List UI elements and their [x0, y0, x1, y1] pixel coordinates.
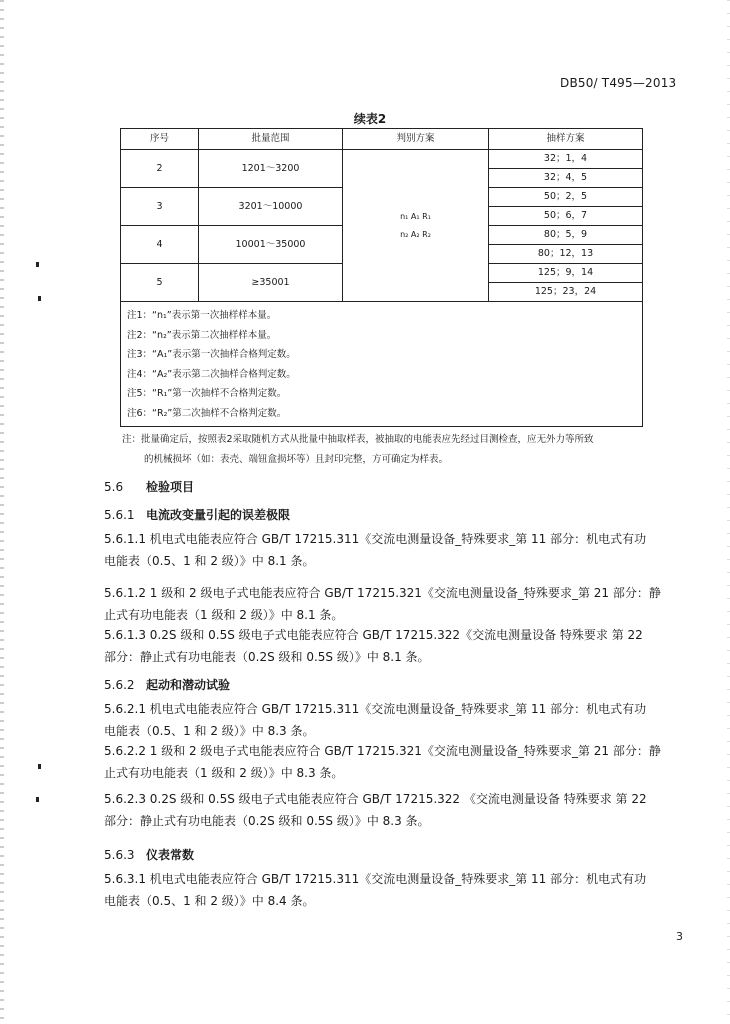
table-note: 注6：“R₂”第二次抽样不合格判定数。: [127, 407, 287, 419]
scheme-line: n₂ A₂ R₂: [400, 229, 431, 239]
lot-range: ≥35001: [199, 264, 343, 302]
clause-line: 5.6.1.1 机电式电能表应符合 GB/T 17215.311《交流电测量设备_特殊要求_第 11 部分：机电式有功: [104, 532, 647, 546]
clause: [104, 868, 694, 912]
scan-speck: [38, 764, 41, 769]
subsection-heading: [104, 676, 230, 693]
footnote-line: 注：批量确定后，按照表2采取随机方式从批量中抽取样表，被抽取的电能表应先经过目测检查，应无外力等所致: [122, 434, 594, 445]
lot-range: 3201～10000: [199, 188, 343, 226]
column-header: 序号: [121, 129, 199, 150]
section-number: 5.6.3: [104, 848, 135, 862]
lot-range: 1201～3200: [199, 150, 343, 188]
sampling-plan: 125；9，14: [489, 264, 643, 283]
section-heading: [104, 478, 194, 495]
sampling-plan: 125；23，24: [489, 283, 643, 302]
sampling-plan: 32；4，5: [489, 169, 643, 188]
section-number: 5.6.1: [104, 508, 135, 522]
column-header: 抽样方案: [489, 129, 643, 150]
table-note: 注2：“n₂”表示第二次抽样样本量。: [127, 329, 277, 341]
section-title: 仪表常数: [146, 848, 195, 862]
section-title: 检验项目: [146, 480, 195, 494]
clause-line: 5.6.2.3 0.2S 级和 0.5S 级电子式电能表应符合 GB/T 17215.322 《交流电测量设备 特殊要求 第 22: [104, 792, 647, 806]
clause-line: 5.6.3.1 机电式电能表应符合 GB/T 17215.311《交流电测量设备_特殊要求_第 11 部分：机电式有功: [104, 872, 647, 886]
clause-line: 止式有功电能表（1 级和 2 级）》中 8.1 条。: [104, 608, 344, 622]
clause: [104, 788, 694, 832]
scan-speck: [38, 296, 41, 301]
sampling-plan: 32；1，4: [489, 150, 643, 169]
subsection-heading: [104, 506, 290, 523]
scheme-line: n₁ A₁ R₁: [400, 211, 431, 221]
clause-line: 电能表（0.5、1 和 2 级）》中 8.1 条。: [104, 554, 315, 568]
sampling-plan: 50；6，7: [489, 207, 643, 226]
lot-range: 10001～35000: [199, 226, 343, 264]
scan-speck: [36, 797, 39, 802]
table-notes-row: [121, 302, 643, 427]
table-note: 注4：“A₂”表示第二次抽样合格判定数。: [127, 368, 296, 380]
row-number: 3: [121, 188, 199, 226]
clause: [104, 582, 694, 626]
section-number: 5.6.2: [104, 678, 135, 692]
table-title: 续表2: [353, 112, 387, 126]
page-number: 3: [676, 930, 683, 943]
row-number: 2: [121, 150, 199, 188]
footnote-line: 的机械损坏（如：表壳、端钮盒损坏等）且封印完整，方可确定为样表。: [144, 454, 449, 465]
judgement-scheme: [343, 150, 489, 302]
scan-edge-left: [0, 0, 4, 1024]
scan-speck: [36, 262, 39, 267]
clause: [104, 698, 694, 742]
column-header: 判别方案: [343, 129, 489, 150]
sampling-plan: 80；5，9: [489, 226, 643, 245]
clause-line: 部分：静止式有功电能表（0.2S 级和 0.5S 级）》中 8.3 条。: [104, 814, 430, 828]
table-row: [121, 150, 643, 169]
clause-line: 部分：静止式有功电能表（0.2S 级和 0.5S 级）》中 8.1 条。: [104, 650, 430, 664]
document-code: DB50/ T495—2013: [560, 76, 677, 90]
subsection-heading: [104, 846, 194, 863]
table-note: 注3：“A₁”表示第一次抽样合格判定数。: [127, 349, 296, 360]
table-note: 注5：“R₁”第一次抽样不合格判定数。: [127, 388, 287, 399]
section-number: 5.6: [104, 480, 124, 494]
clause: [104, 624, 694, 668]
sampling-table: [120, 128, 643, 427]
clause-line: 5.6.1.2 1 级和 2 级电子式电能表应符合 GB/T 17215.321《交流电测量设备_特殊要求_第 21 部分：静: [104, 586, 661, 600]
table-note: 注1：“n₁”表示第一次抽样样本量。: [127, 310, 277, 321]
table-footnote: [122, 430, 642, 470]
clause-line: 5.6.2.2 1 级和 2 级电子式电能表应符合 GB/T 17215.321《交流电测量设备_特殊要求_第 21 部分：静: [104, 744, 661, 758]
sampling-plan: 80；12，13: [489, 245, 643, 264]
table-notes: [121, 302, 643, 427]
clause-line: 5.6.1.3 0.2S 级和 0.5S 级电子式电能表应符合 GB/T 17215.322《交流电测量设备 特殊要求 第 22: [104, 628, 643, 642]
clause: [104, 528, 694, 572]
sampling-plan: 50；2，5: [489, 188, 643, 207]
clause-line: 电能表（0.5、1 和 2 级）》中 8.3 条。: [104, 724, 315, 738]
column-header: 批量范围: [199, 129, 343, 150]
section-title: 电流改变量引起的误差极限: [146, 508, 291, 522]
section-title: 起动和潜动试验: [146, 678, 231, 692]
clause-line: 5.6.2.1 机电式电能表应符合 GB/T 17215.311《交流电测量设备_特殊要求_第 11 部分：机电式有功: [104, 702, 647, 716]
table-header-row: [121, 129, 643, 150]
clause-line: 电能表（0.5、1 和 2 级）》中 8.4 条。: [104, 894, 315, 908]
clause-line: 止式有功电能表（1 级和 2 级）》中 8.3 条。: [104, 766, 344, 780]
row-number: 5: [121, 264, 199, 302]
clause: [104, 740, 694, 784]
row-number: 4: [121, 226, 199, 264]
